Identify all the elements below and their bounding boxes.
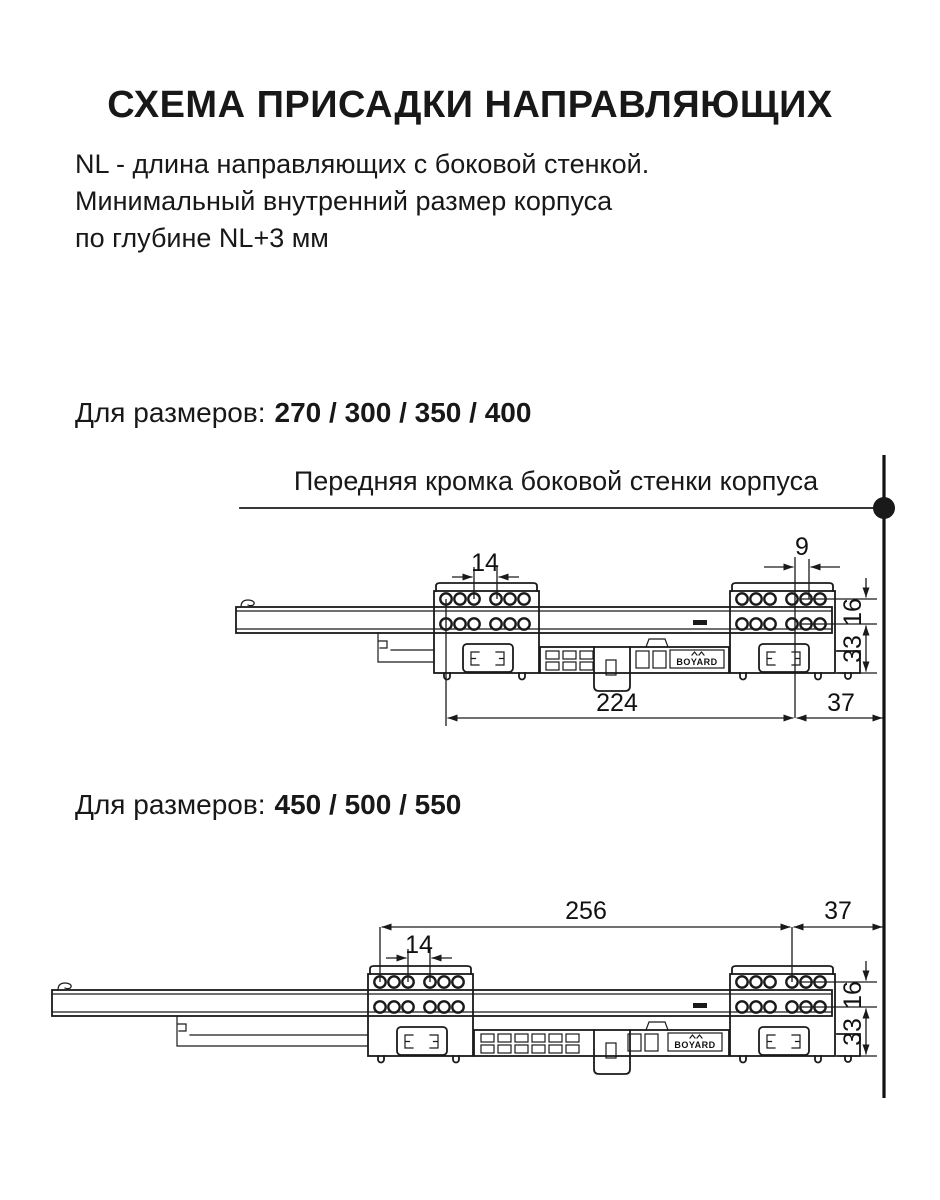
rear-mounting-bracket <box>730 583 835 680</box>
brand-text: BOYARD <box>676 657 718 667</box>
dim-rear-offset: 37 <box>827 689 855 717</box>
boyard-crown-icon <box>690 1035 702 1038</box>
rail-hook <box>58 983 71 990</box>
description-line: по глубине NL+3 мм <box>75 223 329 253</box>
brand-label <box>668 1033 722 1051</box>
rail-step <box>177 1016 367 1046</box>
dim-rear-hole-pitch: 9 <box>795 533 809 561</box>
dim-bottom-offset: 33 <box>839 1018 867 1046</box>
brand-label <box>670 650 724 668</box>
dim-row-spacing: 16 <box>839 598 867 626</box>
front-mounting-bracket <box>368 966 473 1063</box>
section-sizes: 270 / 300 / 350 / 400 <box>274 397 532 428</box>
edge-junction-dot <box>873 497 895 519</box>
rail-mark <box>693 620 707 625</box>
boyard-crown-icon <box>692 652 704 655</box>
diagram-450-550 <box>52 897 883 1074</box>
dim-bottom-offset: 33 <box>839 635 867 663</box>
section-label: Для размеров: <box>75 789 266 820</box>
section-label: Для размеров: <box>75 397 266 428</box>
slide-rail <box>236 600 860 691</box>
rail-stop <box>646 639 668 647</box>
rail-hook <box>241 600 254 607</box>
dimension-lines <box>380 927 883 1056</box>
description-line: NL - длина направляющих с боковой стенкой. <box>75 149 650 179</box>
dim-hole-span: 224 <box>596 689 638 717</box>
section-sizes: 450 / 500 / 550 <box>274 789 462 820</box>
rail-stop <box>646 1022 668 1030</box>
dim-row-spacing: 16 <box>839 981 867 1009</box>
rail-mark <box>693 1003 707 1008</box>
release-clip <box>594 647 630 691</box>
rail-step <box>378 633 433 662</box>
brand-text: BOYARD <box>674 1040 716 1050</box>
dim-rear-offset: 37 <box>824 897 852 925</box>
rear-mounting-bracket <box>730 966 835 1063</box>
dim-front-hole-pitch: 14 <box>405 931 433 959</box>
front-edge-label: Передняя кромка боковой стенки корпуса <box>293 466 819 496</box>
front-mounting-bracket <box>434 583 539 680</box>
release-clip <box>594 1030 630 1074</box>
rail-slots <box>481 1034 658 1053</box>
page-title: СХЕМА ПРИСАДКИ НАПРАВЛЯЮЩИХ <box>107 84 833 126</box>
description-line: Минимальный внутренний размер корпуса <box>75 186 613 216</box>
dim-front-hole-pitch: 14 <box>471 549 499 577</box>
slide-rail <box>52 983 860 1074</box>
diagram-270-400 <box>236 533 883 726</box>
dim-hole-span: 256 <box>565 897 607 925</box>
